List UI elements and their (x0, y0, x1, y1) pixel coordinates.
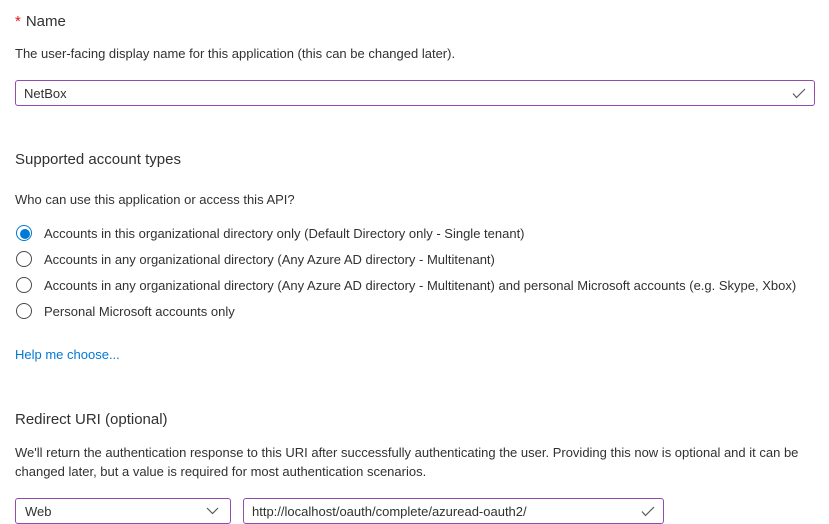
required-asterisk: * (15, 13, 21, 30)
radio-option-single-tenant[interactable] (15, 220, 815, 246)
redirect-uri-description: We'll return the authentication response to this URI after successfully authenticating the user. Providing this now is optional and it can be changed later, but a value is required for most authentication scenarios. (15, 445, 799, 479)
name-input[interactable] (15, 80, 815, 106)
radio-option-personal-only[interactable] (15, 298, 815, 324)
redirect-uri-input[interactable] (243, 498, 664, 524)
radio-button-icon (16, 225, 32, 241)
help-me-choose-link[interactable]: Help me choose... (15, 347, 120, 362)
redirect-uri-input-wrap (243, 498, 664, 524)
radio-option-label: Accounts in this organizational directory only (Default Directory only - Single tenant) (44, 225, 525, 241)
radio-option-label: Personal Microsoft accounts only (44, 303, 235, 319)
redirect-uri-heading: Redirect URI (optional) (15, 411, 168, 428)
name-input-wrap (15, 80, 815, 106)
chevron-down-icon (206, 507, 219, 515)
radio-option-multitenant[interactable] (15, 246, 815, 272)
radio-button-icon (16, 251, 32, 267)
platform-select[interactable] (15, 498, 231, 524)
account-types-heading: Supported account types (15, 151, 181, 168)
name-label-text: Name (25, 13, 66, 30)
radio-option-multitenant-personal[interactable] (15, 272, 815, 298)
redirect-uri-row (15, 498, 815, 524)
radio-option-label: Accounts in any organizational directory (Any Azure AD directory - Multitenant) and personal Microsoft accounts (e.g. Skype, Xbox) (44, 277, 797, 293)
account-types-question: Who can use this application or access this API? (15, 192, 295, 207)
platform-select-value: Web (25, 503, 52, 519)
radio-button-icon (16, 277, 32, 293)
radio-option-label: Accounts in any organizational directory (Any Azure AD directory - Multitenant) (44, 251, 495, 267)
name-field-description: The user-facing display name for this application (this can be changed later). (15, 46, 456, 61)
radio-button-icon (16, 303, 32, 319)
name-field-label (15, 12, 815, 32)
account-types-radio-group (15, 220, 815, 324)
